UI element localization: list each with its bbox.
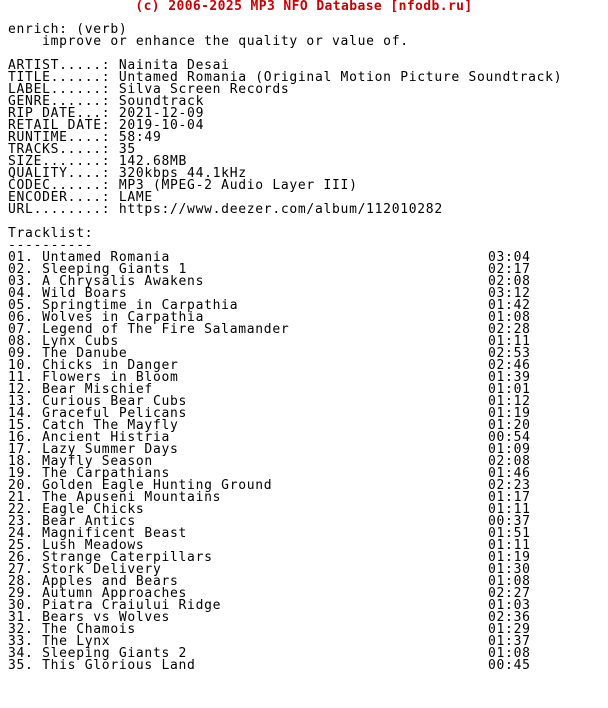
track-duration: 02:53 (488, 346, 531, 361)
info-label: LABEL......: Silva Screen Records (8, 82, 290, 97)
track-title: 10. Chicks in Danger (8, 358, 179, 373)
track-title: 32. The Chamois (8, 622, 136, 637)
tracklist-rule: ---------- (8, 238, 94, 253)
track-title: 35. This Glorious Land (8, 658, 196, 673)
track-duration: 01:12 (488, 394, 531, 409)
track-duration: 01:42 (488, 298, 531, 313)
track-duration: 01:19 (488, 406, 531, 421)
track-title: 13. Curious Bear Cubs (8, 394, 188, 409)
info-runtime: RUNTIME....: 58:49 (8, 130, 162, 145)
info-encoder: ENCODER....: LAME (8, 190, 153, 205)
track-duration: 00:45 (488, 658, 531, 673)
track-duration: 01:11 (488, 502, 531, 517)
info-codec: CODEC......: MP3 (MPEG-2 Audio Layer III) (8, 178, 358, 193)
info-rip-date: RIP DATE...: 2021-12-09 (8, 106, 205, 121)
track-duration: 02:17 (488, 262, 531, 277)
track-duration: 02:36 (488, 610, 531, 625)
track-duration: 01:30 (488, 562, 531, 577)
track-title: 05. Springtime in Carpathia (8, 298, 239, 313)
track-duration: 01:08 (488, 574, 531, 589)
info-title: TITLE......: Untamed Romania (Original Motion Picture Soundtrack) (8, 70, 563, 85)
track-title: 18. Mayfly Season (8, 454, 153, 469)
track-title: 31. Bears vs Wolves (8, 610, 171, 625)
track-duration: 01:11 (488, 334, 531, 349)
track-duration: 00:54 (488, 430, 531, 445)
track-duration: 01:20 (488, 418, 531, 433)
track-duration: 01:03 (488, 598, 531, 613)
track-duration: 02:27 (488, 586, 531, 601)
track-duration: 01:08 (488, 310, 531, 325)
track-duration: 01:08 (488, 646, 531, 661)
track-duration: 01:09 (488, 442, 531, 457)
track-title: 02. Sleeping Giants 1 (8, 262, 188, 277)
track-title: 08. Lynx Cubs (8, 334, 119, 349)
track-title: 11. Flowers in Bloom (8, 370, 179, 385)
track-title: 29. Autumn Approaches (8, 586, 188, 601)
track-title: 17. Lazy Summer Days (8, 442, 179, 457)
definition-meaning: improve or enhance the quality or value of. (8, 34, 409, 49)
info-artist: ARTIST.....: Nainita Desai (8, 58, 230, 73)
track-duration: 00:37 (488, 514, 531, 529)
track-title: 21. The Apuseni Mountains (8, 490, 222, 505)
track-duration: 01:11 (488, 538, 531, 553)
track-title: 19. The Carpathians (8, 466, 171, 481)
info-retail-date: RETAIL DATE: 2019-10-04 (8, 118, 205, 133)
info-quality: QUALITY....: 320kbps 44.1kHz (8, 166, 247, 181)
track-title: 34. Sleeping Giants 2 (8, 646, 188, 661)
definition-word: enrich: (verb) (8, 22, 128, 37)
track-title: 23. Bear Antics (8, 514, 136, 529)
track-duration: 01:51 (488, 526, 531, 541)
info-genre: GENRE......: Soundtrack (8, 94, 205, 109)
info-tracks: TRACKS.....: 35 (8, 142, 136, 157)
track-duration: 02:46 (488, 358, 531, 373)
track-title: 20. Golden Eagle Hunting Ground (8, 478, 273, 493)
track-duration: 02:08 (488, 274, 531, 289)
track-title: 09. The Danube (8, 346, 128, 361)
track-title: 33. The Lynx (8, 634, 111, 649)
info-url: URL........: https://www.deezer.com/album/112010282 (8, 202, 443, 217)
track-duration: 02:23 (488, 478, 531, 493)
track-title: 07. Legend of The Fire Salamander (8, 322, 290, 337)
track-duration: 03:04 (488, 250, 531, 265)
track-title: 26. Strange Caterpillars (8, 550, 213, 565)
track-duration: 03:12 (488, 286, 531, 301)
track-title: 01. Untamed Romania (8, 250, 171, 265)
track-duration: 01:17 (488, 490, 531, 505)
track-duration: 02:08 (488, 454, 531, 469)
track-title: 30. Piatra Craiului Ridge (8, 598, 222, 613)
track-title: 22. Eagle Chicks (8, 502, 145, 517)
track-title: 03. A Chrysalis Awakens (8, 274, 205, 289)
track-duration: 02:28 (488, 322, 531, 337)
track-title: 14. Graceful Pelicans (8, 406, 188, 421)
track-title: 04. Wild Boars (8, 286, 128, 301)
track-duration: 01:37 (488, 634, 531, 649)
track-title: 06. Wolves in Carpathia (8, 310, 205, 325)
track-title: 27. Stork Delivery (8, 562, 162, 577)
track-title: 24. Magnificent Beast (8, 526, 188, 541)
page-header: (c) 2006-2025 MP3 NFO Database [nfodb.ru] (135, 0, 473, 14)
track-duration: 01:01 (488, 382, 531, 397)
track-title: 16. Ancient Histria (8, 430, 171, 445)
track-title: 25. Lush Meadows (8, 538, 145, 553)
track-duration: 01:29 (488, 622, 531, 637)
track-duration: 01:46 (488, 466, 531, 481)
info-size: SIZE.......: 142.68MB (8, 154, 188, 169)
track-duration: 01:19 (488, 550, 531, 565)
track-duration: 01:39 (488, 370, 531, 385)
track-title: 12. Bear Mischief (8, 382, 153, 397)
track-title: 15. Catch The Mayfly (8, 418, 179, 433)
track-title: 28. Apples and Bears (8, 574, 179, 589)
tracklist-heading: Tracklist: (8, 226, 94, 241)
